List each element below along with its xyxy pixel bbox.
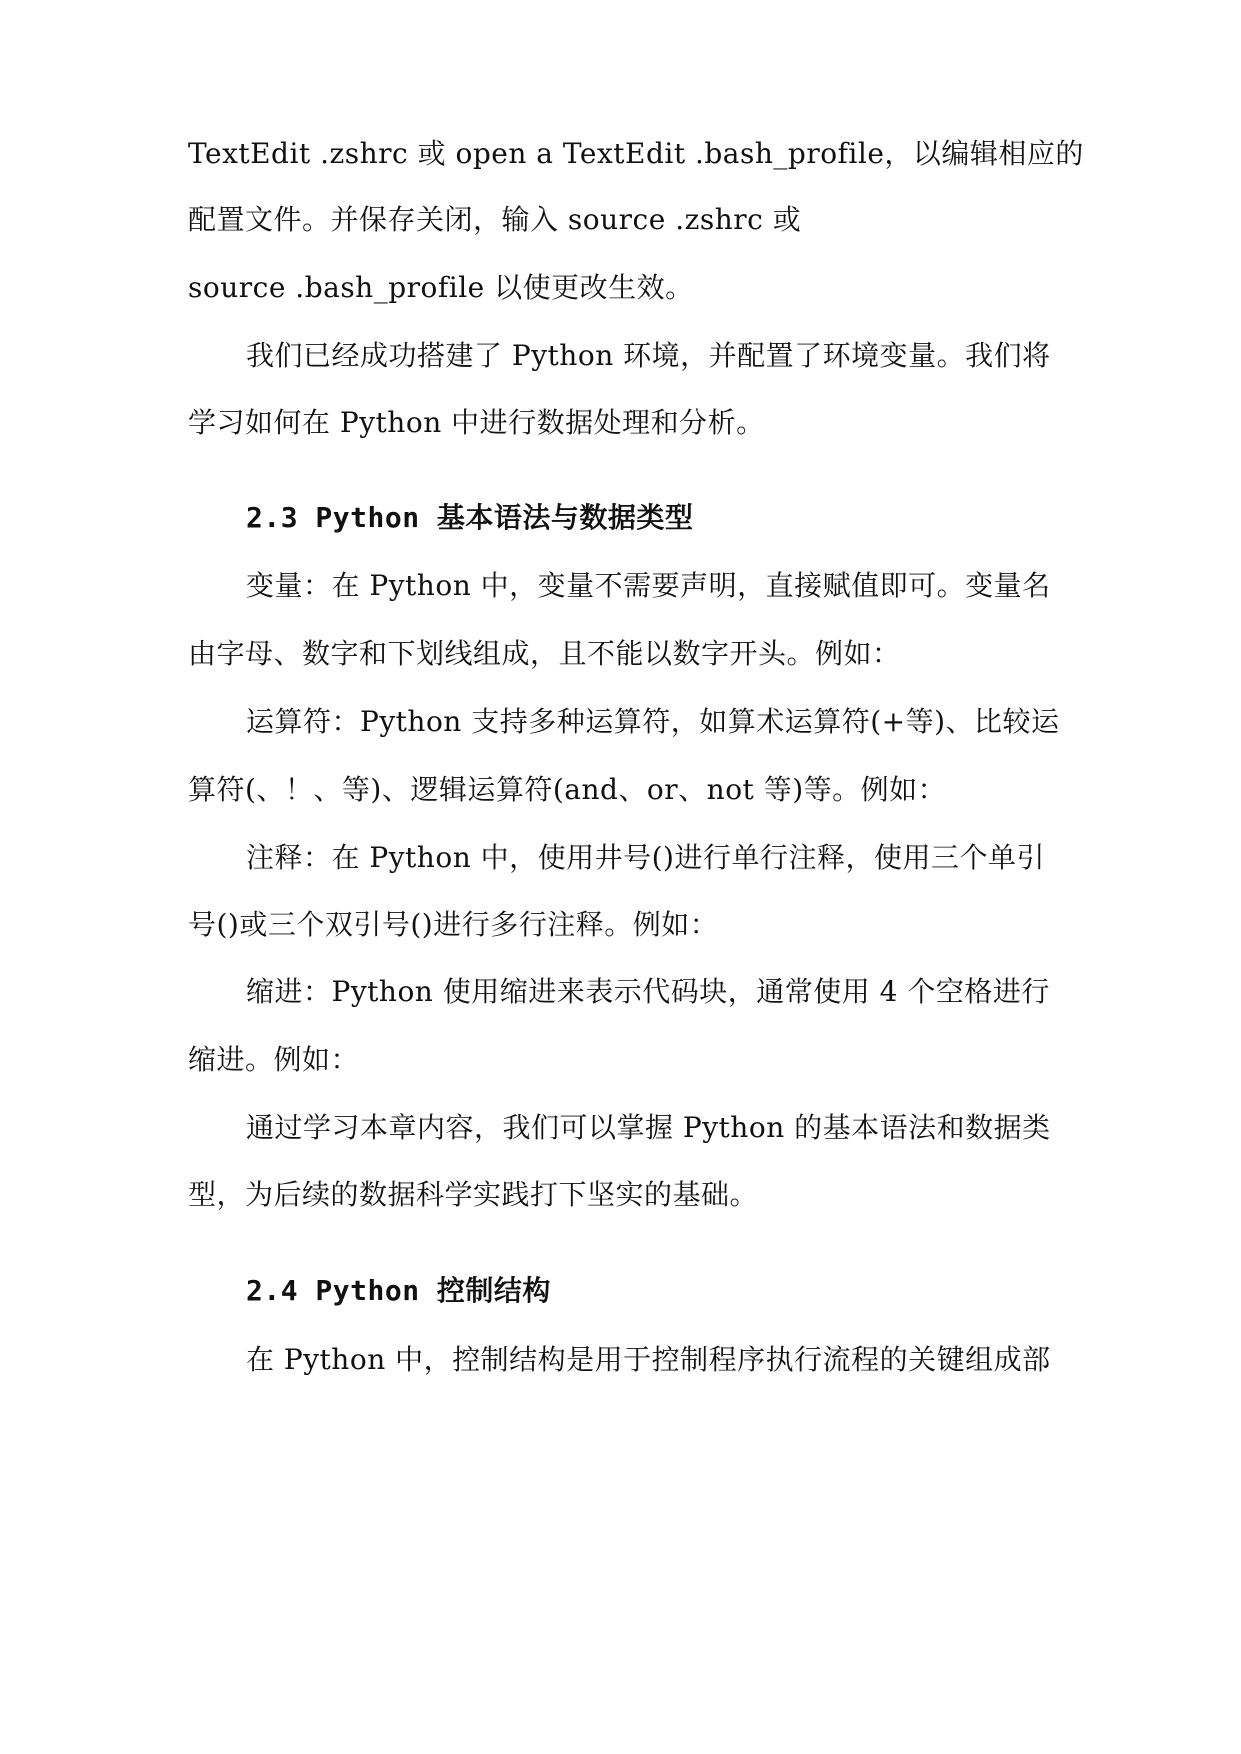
paragraph-line: 配置文件。并保存关闭，输入 source .zshrc 或	[188, 203, 802, 236]
section-heading-2-4: 2.4 Python 控制结构	[246, 1274, 551, 1307]
paragraph-line: 变量：在 Python 中，变量不需要声明，直接赋值即可。变量名	[246, 569, 1051, 602]
paragraph-line: TextEdit .zshrc 或 open a TextEdit .bash_profile，以编辑相应的	[188, 137, 1084, 170]
paragraph-line: 缩进。例如：	[188, 1043, 360, 1076]
section-heading-2-3: 2.3 Python 基本语法与数据类型	[246, 501, 694, 534]
paragraph-line: 算符(、！、等)、逻辑运算符(and、or、not 等)等。例如：	[188, 773, 947, 806]
paragraph-line: 缩进：Python 使用缩进来表示代码块，通常使用 4 个空格进行	[246, 975, 1050, 1008]
paragraph-line: 通过学习本章内容，我们可以掌握 Python 的基本语法和数据类	[246, 1111, 1051, 1144]
paragraph-line: 学习如何在 Python 中进行数据处理和分析。	[188, 406, 765, 439]
paragraph-line: 注释：在 Python 中，使用井号()进行单行注释，使用三个单引	[246, 841, 1045, 874]
paragraph-line: 运算符：Python 支持多种运算符，如算术运算符(+等)、比较运	[246, 705, 1060, 738]
paragraph-line: 号()或三个双引号()进行多行注释。例如：	[188, 908, 719, 941]
paragraph-line: source .bash_profile 以使更改生效。	[188, 271, 694, 304]
paragraph-line: 由字母、数字和下划线组成，且不能以数字开头。例如：	[188, 637, 901, 670]
paragraph-line: 在 Python 中，控制结构是用于控制程序执行流程的关键组成部	[246, 1343, 1051, 1376]
paragraph-line: 我们已经成功搭建了 Python 环境，并配置了环境变量。我们将	[246, 339, 1051, 372]
paragraph-line: 型，为后续的数据科学实践打下坚实的基础。	[188, 1178, 759, 1211]
